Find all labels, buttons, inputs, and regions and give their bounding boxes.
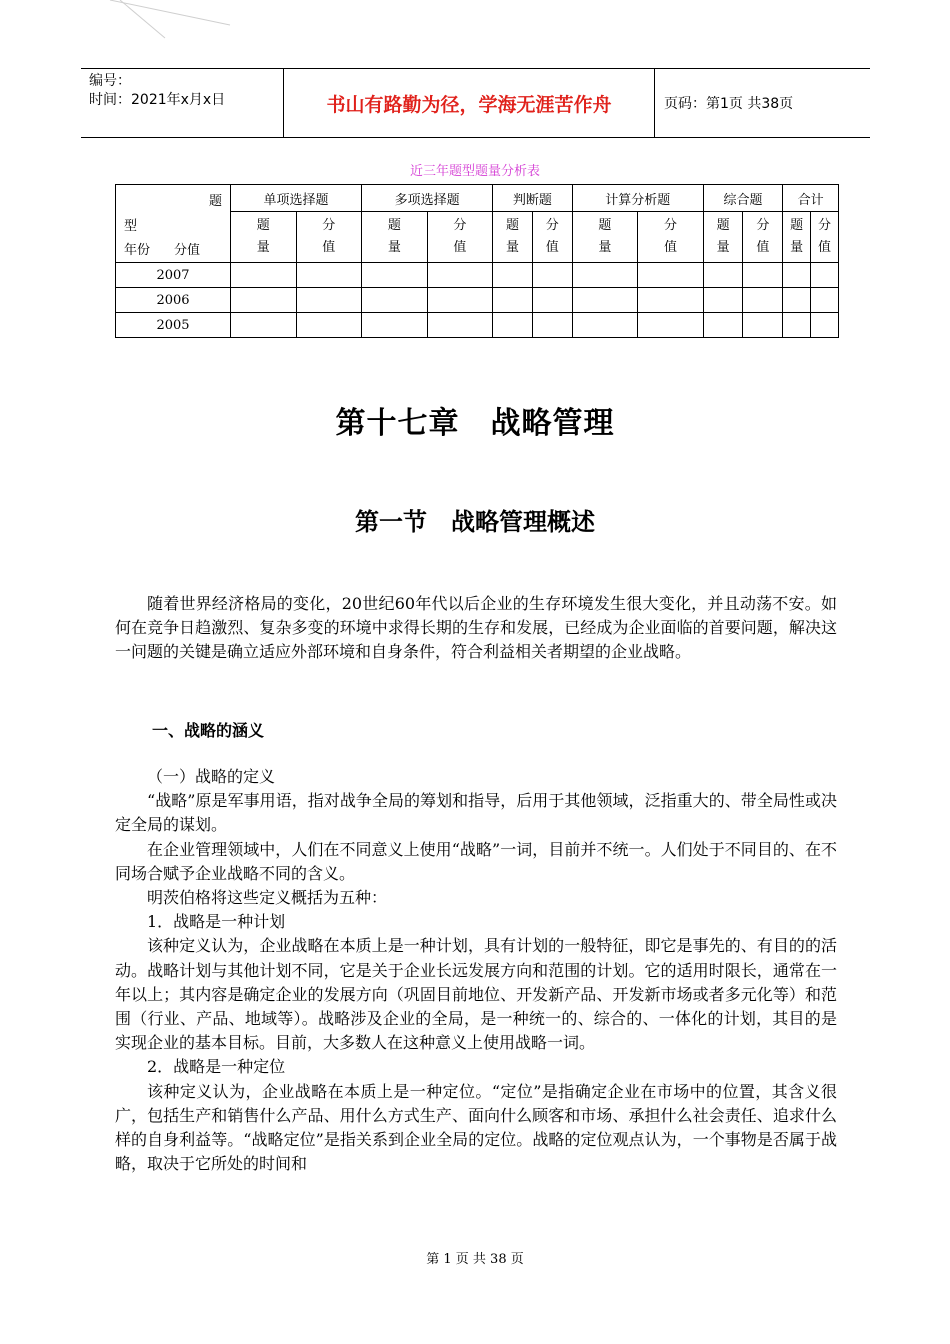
corner-decoration bbox=[0, 0, 240, 45]
group-header: 综合题 bbox=[703, 185, 782, 212]
intro-paragraph bbox=[115, 592, 837, 665]
group-header: 合计 bbox=[783, 185, 839, 212]
paragraph: 该种定义认为，企业战略在本质上是一种计划，具有计划的一般特征，即它是事先的、有目的的活动。战略计划与其他计划不同，它是关于企业长远发展方向和范围的计划。它的适用时限长，通常在一年以上；其内容是确定企业的发展方向（巩固目前地位、开发新产品、开发新市场或者多元化等）和范围（行业、产品、地域等）。战略涉及企业的全局，是一种统一的、综合的、一体化的计划，其目的是实现企业的基本目标。目前，大多数人在这种意义上使用战略一词。 bbox=[115, 936, 837, 1053]
sub-header-count: 题 量 bbox=[493, 212, 533, 263]
corner-bottom-right: 分值 bbox=[174, 243, 201, 258]
header-slogan: 书山有路勤为径，学海无涯苦作舟 bbox=[283, 69, 655, 137]
header-meta bbox=[81, 69, 283, 137]
sub-header-count: 题 量 bbox=[703, 212, 743, 263]
year-cell: 2007 bbox=[116, 263, 231, 288]
corner-mid: 型 bbox=[124, 219, 138, 234]
intro-text: 随着世界经济格局的变化，20世纪60年代以后企业的生存环境发生很大变化，并且动荡不安。如何在竞争日趋激烈、复杂多变的环境中求得长期的生存和发展，已经成为企业面临的首要问题，解决这一问题的关键是确立适应外部环境和自身条件，符合利益相关者期望的企业战略。 bbox=[115, 594, 837, 662]
number-label: 编号： bbox=[89, 73, 131, 89]
paragraph: 明茨伯格将这些定义概括为五种： bbox=[147, 888, 388, 908]
sub-header-score: 分 值 bbox=[811, 212, 839, 263]
header-page-info: 页码：第1页 共38页 bbox=[664, 96, 794, 112]
section-title: 第一节 战略管理概述 bbox=[355, 508, 595, 536]
group-header: 多项选择题 bbox=[362, 185, 493, 212]
paragraph: “战略”原是军事用语，指对战争全局的筹划和指导，后用于其他领域，泛指重大的、带全局性或决定全局的谋划。 bbox=[115, 791, 837, 835]
table-row bbox=[116, 313, 839, 338]
paragraph: 2．战略是一种定位 bbox=[147, 1057, 286, 1077]
document-header bbox=[81, 68, 870, 138]
sub-header-score: 分 值 bbox=[743, 212, 783, 263]
table-row bbox=[116, 288, 839, 313]
year-cell: 2005 bbox=[116, 313, 231, 338]
body-text bbox=[115, 765, 837, 1176]
heading-one: 一、战略的涵义 bbox=[152, 721, 265, 740]
year-cell: 2006 bbox=[116, 288, 231, 313]
paragraph: 1．战略是一种计划 bbox=[147, 912, 286, 932]
table-corner-cell bbox=[116, 185, 231, 263]
time-label: 时间：2021年x月x日 bbox=[89, 92, 226, 108]
sub-header-score: 分 值 bbox=[427, 212, 493, 263]
corner-top: 题 bbox=[208, 194, 222, 209]
sub-header-count: 题 量 bbox=[572, 212, 638, 263]
group-header: 判断题 bbox=[493, 185, 572, 212]
chapter-title: 第十七章 战略管理 bbox=[335, 406, 615, 441]
group-header: 单项选择题 bbox=[231, 185, 362, 212]
sub-header-score: 分 值 bbox=[532, 212, 572, 263]
sub-header-count: 题 量 bbox=[362, 212, 428, 263]
question-analysis-table bbox=[115, 184, 839, 338]
group-header: 计算分析题 bbox=[572, 185, 703, 212]
table-title: 近三年题型题量分析表 bbox=[409, 164, 540, 179]
sub-header-score: 分 值 bbox=[296, 212, 362, 263]
page-footer: 第 1 页 共 38 页 bbox=[426, 1252, 524, 1267]
corner-bottom-left: 年份 bbox=[124, 243, 151, 258]
paragraph: 在企业管理领域中，人们在不同意义上使用“战略”一词，目前并不统一。人们处于不同目的、在不同场合赋予企业战略不同的含义。 bbox=[115, 839, 837, 883]
sub-header-count: 题 量 bbox=[231, 212, 297, 263]
table-row bbox=[116, 263, 839, 288]
paragraph: （一）战略的定义 bbox=[147, 767, 276, 786]
sub-header-count: 题 量 bbox=[783, 212, 811, 263]
paragraph: 该种定义认为，企业战略在本质上是一种定位。“定位”是指确定企业在市场中的位置，其含义很广，包括生产和销售什么产品、用什么方式生产、面向什么顾客和市场、承担什么社会责任、追求什么样的自身利益等。“战略定位”是指关系到企业全局的定位。战略的定位观点认为，一个事物是否属于战略，取决于它所处的时间和 bbox=[115, 1081, 837, 1174]
sub-header-score: 分 值 bbox=[638, 212, 704, 263]
